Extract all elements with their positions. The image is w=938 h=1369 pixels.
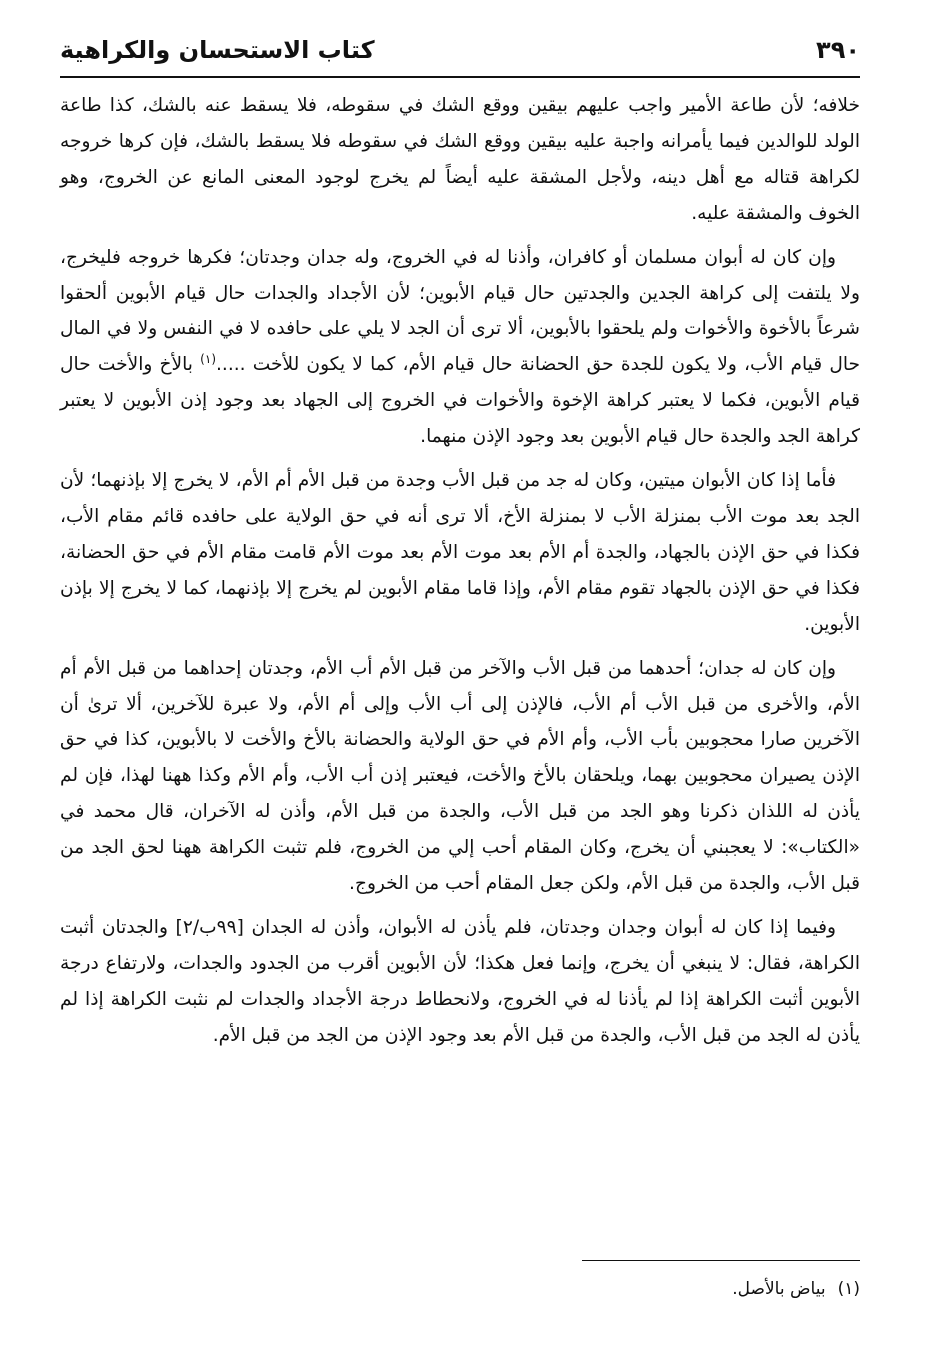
paragraph-3: فأما إذا كان الأبوان ميتين، وكان له جد من قبل الأب وجدة من قبل الأم أم الأم، لا يخرج إلا بإذنهما؛ لأن الجد بعد موت الأب بمنزلة الأب لا بمنزلة الأخ، ألا ترى أنه في حق الولاية على حافده قائم مقام الأب، فكذا في حق الإذن بالجهاد، والجدة أم الأم بعد موت الأم بعد موت الأم قامت مقام الأم في حق الحضانة، فكذا في حق الإذن بالجهاد تقوم مقام الأم، وإذا قاما مقام الأبوين لم يخرج إلا بإذنهما، كما لا يخرج إلا بإذن الأبوين. <box>60 470 860 635</box>
paragraph-2-text-after: بالأخ والأخت حال قيام الأبوين، فكما لا يعتبر كراهة الإخوة والأخوات في الخروج إلى الجهاد بعد وجود إذن الأبوين لا يعتبر كراهة الجد والجدة حال قيام الأبوين بعد وجود الإذن منهما. <box>60 354 860 448</box>
footnote-number: (١) <box>837 1279 860 1299</box>
footnote-divider <box>582 1260 860 1261</box>
footnote-reference[interactable]: (١) <box>200 352 216 367</box>
footnote <box>60 1272 860 1306</box>
paragraph-2 <box>60 240 860 455</box>
main-text <box>60 88 860 1062</box>
header-divider <box>60 76 860 78</box>
page-number: ٣٩٠ <box>816 36 860 64</box>
page-header <box>60 32 860 68</box>
footnote-text: بياض بالأصل. <box>732 1279 826 1299</box>
paragraph-4: وإن كان له جدان؛ أحدهما من قبل الأب والآخر من قبل الأم أب الأم، وجدتان إحداهما من قبل الأم أم الأم، والأخرى من قبل الأب أم الأب، فالإذن إلى أب الأب وإلى أم الأم، ولا عبرة للآخرين، ألا ترىٰ أن الآخرين صارا محجوبين بأب الأب، وأم الأم في حق الولاية والحضانة بالأخ والأخت لا بالأبوين، كذا في حق الإذن يصيران محجوبين بهما، ويلحقان بالأخ والأخت، فيعتبر إذن أب الأب، وأم الأم وكذا ههنا لهذا، فإن لم يأذن له اللذان ذكرنا وهو الجد من قبل الأب، والجدة من قبل الأم، وأذن له الآخران، قال محمد في «الكتاب»: لا يعجبني أن يخرج، وكان المقام أحب إلي من الخروج، فلم تثبت الكراهة ههنا لحق الجد من قبل الأب، والجدة من قبل الأم، ولكن جعل المقام أحب من الخروج. <box>60 657 860 895</box>
paragraph-5: وفيما إذا كان له أبوان وجدان وجدتان، فلم يأذن له الأبوان، وأذن له الجدان [٩٩ب/٢] والجدتان أثبت الكراهة، فقال: لا ينبغي أن يخرج، وإنما فعل هكذا؛ لأن الأبوين أقرب من الجدود والجدات، ولارتفاع درجة الأبوين أثبت الكراهة إذا لم يأذنا له في الخروج، ولانحطاط درجة الأجداد والجدات لم نثبت الكراهة إذا لم يأذن له الجد من قبل الأب، والجدة من قبل الأم بعد وجود الإذن من الجد من قبل الأم. <box>60 916 860 1046</box>
running-title: كتاب الاستحسان والكراهية <box>60 36 375 64</box>
paragraph-1: خلافه؛ لأن طاعة الأمير واجب عليهم بيقين ووقع الشك في سقوطه، فلا يسقط عنه بالشك، كذا طاعة الولد للوالدين فيما يأمرانه واجبة عليه بيقين ووقع الشك في سقوطه فلا يسقط بالشك، فإن كرها خروجه لكراهة قتاله مع أهل دينه، ولأجل المشقة عليه أيضاً لم يخرج لوجود المعنى المانع عن الخروج، وهو الخوف والمشقة عليه. <box>60 95 860 224</box>
paragraph-2-text-before: وإن كان له أبوان مسلمان أو كافران، وأذنا له في الخروج، وله جدان وجدتان؛ فكرها خروجه فليخرج، ولا يلتفت إلى كراهة الجدين والجدتين حال قيام الأبوين؛ لأن الأجداد والجدات حال قيام الأبوين ألحقوا شرعاً بالأخوة والأخوات ولم يلحقوا بالأبوين، ألا ترى أن الجد لا يلي على حافده لا في النفس ولا في المال حال قيام الأب، ولا يكون للجدة حق الحضانة حال قيام الأم، كما لا يكون للأخت ..... <box>60 246 860 376</box>
